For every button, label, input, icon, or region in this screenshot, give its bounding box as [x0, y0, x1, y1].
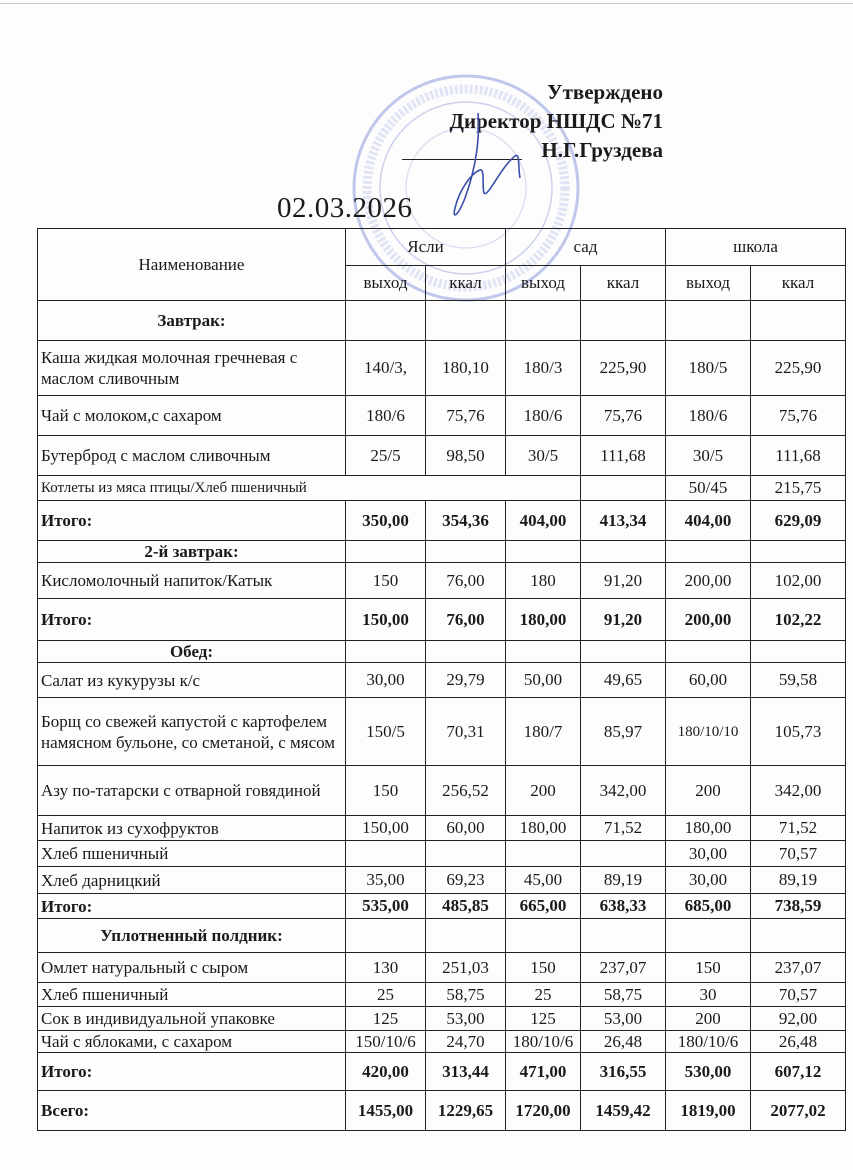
dish-name: Итого: [38, 599, 346, 641]
column-header-yield: выход [346, 266, 426, 301]
kcal-cell: 24,70 [426, 1031, 506, 1053]
yield-cell: 125 [346, 1007, 426, 1031]
yield-cell: 685,00 [666, 894, 751, 919]
kcal-cell: 638,33 [581, 894, 666, 919]
kcal-cell: 71,52 [581, 816, 666, 841]
kcal-cell [581, 301, 666, 341]
yield-cell: 125 [506, 1007, 581, 1031]
yield-cell: 60,00 [666, 663, 751, 698]
kcal-cell [581, 541, 666, 563]
kcal-cell: 29,79 [426, 663, 506, 698]
yield-cell: 535,00 [346, 894, 426, 919]
yield-cell: 150/5 [346, 698, 426, 766]
kcal-cell: 76,00 [426, 599, 506, 641]
yield-cell: 180/5 [666, 341, 751, 396]
section-row [38, 919, 846, 953]
kcal-cell: 70,57 [751, 983, 846, 1007]
column-header-kcal: ккал [581, 266, 666, 301]
table-row [38, 436, 846, 476]
yield-cell: 180 [506, 563, 581, 599]
yield-cell [506, 541, 581, 563]
table-row [38, 663, 846, 698]
kcal-cell: 111,68 [581, 436, 666, 476]
yield-cell [666, 919, 751, 953]
dish-name: Чай с яблоками, с сахаром [38, 1031, 346, 1053]
total-row [38, 894, 846, 919]
yield-cell: 30,00 [666, 867, 751, 894]
yield-cell: 130 [346, 953, 426, 983]
yield-cell: 180,00 [666, 816, 751, 841]
yield-cell: 150 [666, 953, 751, 983]
yield-cell: 404,00 [666, 501, 751, 541]
table-row [38, 816, 846, 841]
yield-cell: 150/10/6 [346, 1031, 426, 1053]
yield-cell: 180/6 [506, 396, 581, 436]
table-row [38, 841, 846, 867]
column-group-sad: сад [506, 229, 666, 266]
kcal-cell [426, 919, 506, 953]
kcal-cell: 1229,65 [426, 1091, 506, 1131]
yield-cell [506, 641, 581, 663]
kcal-cell [581, 641, 666, 663]
kcal-cell: 111,68 [751, 436, 846, 476]
kcal-cell: 53,00 [426, 1007, 506, 1031]
kcal-cell: 251,03 [426, 953, 506, 983]
approval-block [450, 78, 663, 165]
kcal-cell: 75,76 [581, 396, 666, 436]
kcal-cell [751, 919, 846, 953]
kcal-cell: 180,10 [426, 341, 506, 396]
kcal-cell: 76,00 [426, 563, 506, 599]
column-header-kcal: ккал [751, 266, 846, 301]
dish-name: Хлеб дарницкий [38, 867, 346, 894]
kcal-cell: 237,07 [751, 953, 846, 983]
dish-name: Итого: [38, 894, 346, 919]
kcal-cell: 91,20 [581, 563, 666, 599]
yield-cell [346, 841, 426, 867]
kcal-cell: 85,97 [581, 698, 666, 766]
kcal-cell: 237,07 [581, 953, 666, 983]
dish-name: Итого: [38, 501, 346, 541]
approval-position: Директор НШДС №71 [449, 109, 663, 133]
dish-name: Напиток из сухофруктов [38, 816, 346, 841]
yield-cell: 1455,00 [346, 1091, 426, 1131]
kcal-cell: 60,00 [426, 816, 506, 841]
kcal-cell: 26,48 [751, 1031, 846, 1053]
kcal-cell [581, 476, 666, 501]
kcal-cell: 53,00 [581, 1007, 666, 1031]
kcal-cell: 354,36 [426, 501, 506, 541]
yield-cell: 140/3, [346, 341, 426, 396]
total-row [38, 501, 846, 541]
yield-cell [346, 541, 426, 563]
yield-cell: 180/10/6 [506, 1031, 581, 1053]
kcal-cell [581, 919, 666, 953]
yield-cell: 180,00 [506, 816, 581, 841]
kcal-cell: 75,76 [426, 396, 506, 436]
kcal-cell: 89,19 [751, 867, 846, 894]
dish-name: Сок в индивидуальной упаковке [38, 1007, 346, 1031]
kcal-cell: 256,52 [426, 766, 506, 816]
table-row [38, 953, 846, 983]
table-row [38, 563, 846, 599]
dish-name: Борщ со свежей капустой с картофелем намясном бульоне, со сметаной, с мясом [38, 698, 346, 766]
dish-name: Итого: [38, 1053, 346, 1091]
kcal-cell: 98,50 [426, 436, 506, 476]
dish-name: Кисломолочный напиток/Катык [38, 563, 346, 599]
yield-cell: 30,00 [346, 663, 426, 698]
yield-cell: 30 [666, 983, 751, 1007]
table-row [38, 698, 846, 766]
kcal-cell: 89,19 [581, 867, 666, 894]
table-row [38, 341, 846, 396]
total-row [38, 1091, 846, 1131]
section-title: Завтрак: [38, 301, 346, 341]
yield-cell: 30/5 [666, 436, 751, 476]
table-row [38, 766, 846, 816]
yield-cell: 25 [506, 983, 581, 1007]
yield-cell [506, 919, 581, 953]
dish-name: Каша жидкая молочная гречневая с маслом сливочным [38, 341, 346, 396]
kcal-cell: 69,23 [426, 867, 506, 894]
kcal-cell: 92,00 [751, 1007, 846, 1031]
table-row [38, 867, 846, 894]
dish-name: Хлеб пшеничный [38, 983, 346, 1007]
kcal-cell: 70,31 [426, 698, 506, 766]
kcal-cell: 71,52 [751, 816, 846, 841]
menu-date: 02.03.2026 [277, 192, 413, 224]
yield-cell: 180/10/6 [666, 1031, 751, 1053]
kcal-cell: 70,57 [751, 841, 846, 867]
yield-cell: 665,00 [506, 894, 581, 919]
column-header-name: Наименование [38, 229, 346, 301]
yield-cell: 25/5 [346, 436, 426, 476]
kcal-cell: 59,58 [751, 663, 846, 698]
table-row [38, 396, 846, 436]
yield-cell: 200 [666, 766, 751, 816]
table-row [38, 1007, 846, 1031]
total-row [38, 1053, 846, 1091]
kcal-cell: 413,34 [581, 501, 666, 541]
section-row [38, 301, 846, 341]
yield-cell [506, 841, 581, 867]
column-header-yield: выход [666, 266, 751, 301]
kcal-cell [426, 541, 506, 563]
kcal-cell: 313,44 [426, 1053, 506, 1091]
dish-name: Котлеты из мяса птицы/Хлеб пшеничный [38, 476, 581, 501]
yield-cell: 25 [346, 983, 426, 1007]
yield-cell: 1819,00 [666, 1091, 751, 1131]
yield-cell [506, 301, 581, 341]
yield-cell: 150 [346, 563, 426, 599]
yield-cell: 530,00 [666, 1053, 751, 1091]
yield-cell: 200 [506, 766, 581, 816]
yield-cell: 180,00 [506, 599, 581, 641]
kcal-cell: 607,12 [751, 1053, 846, 1091]
yield-cell: 200,00 [666, 563, 751, 599]
kcal-cell: 2077,02 [751, 1091, 846, 1131]
section-row [38, 541, 846, 563]
kcal-cell: 105,73 [751, 698, 846, 766]
section-row [38, 641, 846, 663]
dish-name: Азу по-татарски с отварной говядиной [38, 766, 346, 816]
yield-cell: 50/45 [666, 476, 751, 501]
yield-cell: 350,00 [346, 501, 426, 541]
yield-cell: 180/7 [506, 698, 581, 766]
kcal-cell: 225,90 [581, 341, 666, 396]
dish-name: Чай с молоком,с сахаром [38, 396, 346, 436]
yield-cell: 30,00 [666, 841, 751, 867]
kcal-cell: 58,75 [581, 983, 666, 1007]
scan-top-edge [0, 3, 853, 4]
signature-line [402, 159, 522, 160]
kcal-cell: 102,22 [751, 599, 846, 641]
kcal-cell: 215,75 [751, 476, 846, 501]
yield-cell: 35,00 [346, 867, 426, 894]
yield-cell: 50,00 [506, 663, 581, 698]
yield-cell: 180/6 [666, 396, 751, 436]
yield-cell [666, 301, 751, 341]
approval-signatory: Н.Г.Груздева [541, 138, 663, 162]
yield-cell: 150,00 [346, 599, 426, 641]
yield-cell: 180/6 [346, 396, 426, 436]
column-group-yasli: Ясли [346, 229, 506, 266]
header-row-groups [38, 229, 846, 266]
kcal-cell: 1459,42 [581, 1091, 666, 1131]
yield-cell: 404,00 [506, 501, 581, 541]
menu-table [37, 228, 846, 1131]
kcal-cell: 26,48 [581, 1031, 666, 1053]
yield-cell: 200 [666, 1007, 751, 1031]
yield-cell: 1720,00 [506, 1091, 581, 1131]
kcal-cell [751, 541, 846, 563]
yield-cell [666, 541, 751, 563]
yield-cell: 45,00 [506, 867, 581, 894]
section-title: Обед: [38, 641, 346, 663]
kcal-cell: 342,00 [751, 766, 846, 816]
kcal-cell: 485,85 [426, 894, 506, 919]
kcal-cell [751, 641, 846, 663]
yield-cell [346, 301, 426, 341]
section-title: 2-й завтрак: [38, 541, 346, 563]
yield-cell [346, 919, 426, 953]
yield-cell [346, 641, 426, 663]
total-row [38, 599, 846, 641]
kcal-cell [426, 641, 506, 663]
kcal-cell [426, 841, 506, 867]
kcal-cell [426, 301, 506, 341]
yield-cell: 420,00 [346, 1053, 426, 1091]
kcal-cell: 49,65 [581, 663, 666, 698]
approval-title: Утверждено [547, 80, 663, 104]
kcal-cell: 738,59 [751, 894, 846, 919]
kcal-cell: 316,55 [581, 1053, 666, 1091]
kcal-cell: 75,76 [751, 396, 846, 436]
yield-cell: 200,00 [666, 599, 751, 641]
dish-name: Салат из кукурузы к/с [38, 663, 346, 698]
kcal-cell [581, 841, 666, 867]
yield-cell: 150 [346, 766, 426, 816]
section-title: Уплотненный полдник: [38, 919, 346, 953]
kcal-cell: 225,90 [751, 341, 846, 396]
yield-cell [666, 641, 751, 663]
table-row [38, 1031, 846, 1053]
dish-name: Хлеб пшеничный [38, 841, 346, 867]
table-row [38, 983, 846, 1007]
kcal-cell: 629,09 [751, 501, 846, 541]
kcal-cell: 342,00 [581, 766, 666, 816]
table-row [38, 476, 846, 501]
dish-name: Всего: [38, 1091, 346, 1131]
yield-cell: 180/3 [506, 341, 581, 396]
yield-cell: 471,00 [506, 1053, 581, 1091]
yield-cell: 180/10/10 [666, 698, 751, 766]
yield-cell: 150,00 [346, 816, 426, 841]
yield-cell: 30/5 [506, 436, 581, 476]
column-header-kcal: ккал [426, 266, 506, 301]
column-header-yield: выход [506, 266, 581, 301]
dish-name: Бутерброд с маслом сливочным [38, 436, 346, 476]
kcal-cell: 58,75 [426, 983, 506, 1007]
kcal-cell: 91,20 [581, 599, 666, 641]
column-group-shkola: школа [666, 229, 846, 266]
kcal-cell: 102,00 [751, 563, 846, 599]
kcal-cell [751, 301, 846, 341]
yield-cell: 150 [506, 953, 581, 983]
dish-name: Омлет натуральный с сыром [38, 953, 346, 983]
